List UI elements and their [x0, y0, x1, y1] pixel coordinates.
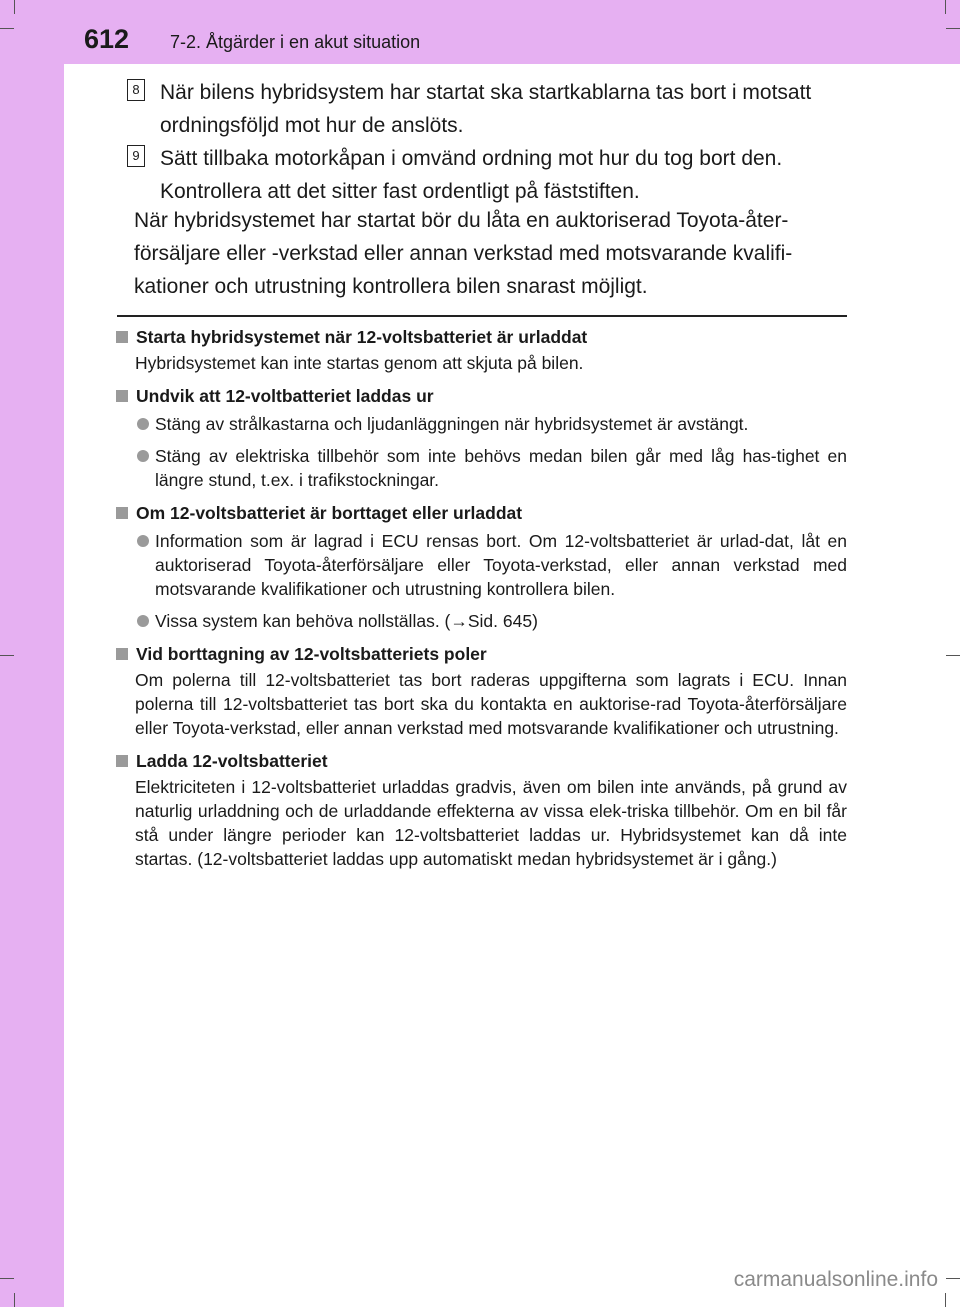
page-number: 612: [84, 24, 130, 54]
note-heading: [116, 384, 847, 408]
crop-mark: [946, 1278, 960, 1279]
note-block: [116, 384, 847, 492]
circle-bullet-icon: [137, 450, 149, 462]
note-body: Hybridsystemet kan inte startas genom att skjuta på bilen.: [135, 353, 584, 373]
crop-mark: [946, 655, 960, 656]
note-body: Elektriciteten i 12-voltsbatteriet urladdas gradvis, även om bilen inte används, på grund av naturlig urladdning och de urladdande effekterna av vissa elek-triska tillbehör. Om en bil får stå under längre perioder kan 12-voltsbatteriet laddas ur. Hybridsystemet kan då inte startas. (12-voltsbatteriet laddas upp automatiskt medan hybridsystemet är i gång.): [135, 777, 847, 869]
note-heading: [116, 749, 847, 773]
note-block: [116, 642, 847, 740]
bullet-item: [116, 412, 847, 436]
square-bullet-icon: [116, 648, 128, 660]
note-heading-text: Vid borttagning av 12-voltsbatteriets poler: [136, 644, 487, 664]
square-bullet-icon: [116, 755, 128, 767]
note-heading-text: Om 12-voltsbatteriet är borttaget eller urladdat: [136, 503, 523, 523]
bullet-item: [116, 609, 847, 633]
main-paragraph: När hybridsystemet har startat bör du låta en auktoriserad Toyota-åter-försäljare eller -verkstad eller annan verkstad med motsvarande kvalifi-kationer och utrustning kontrollera bilen snarast möjligt.: [134, 209, 793, 298]
note-heading-text: Ladda 12-voltsbatteriet: [136, 751, 328, 771]
bullet-item: [116, 529, 847, 601]
crop-mark: [0, 655, 14, 656]
crop-mark: [0, 1278, 14, 1279]
notes-section: [116, 325, 847, 880]
step-text: Sätt tillbaka motorkåpan i omvänd ordning mot hur du tog bort den. Kontrollera att det sitter fast ordentligt på fäststiften.: [160, 147, 783, 203]
note-heading: [116, 642, 847, 666]
square-bullet-icon: [116, 507, 128, 519]
step-number-badge: 8: [127, 79, 145, 101]
crop-mark: [14, 0, 15, 14]
note-heading: [116, 501, 847, 525]
note-block: [116, 325, 847, 375]
crop-mark: [14, 1293, 15, 1307]
bullet-text: Information som är lagrad i ECU rensas bort. Om 12-voltsbatteriet är urlad-dat, låt en auktoriserad Toyota-återförsäljare eller Toyota-verkstad, eller annan verkstad med motsvarande kvalifikationer och utrustning kontrollera bilen.: [155, 531, 847, 599]
note-body: Om polerna till 12-voltsbatteriet tas bort raderas uppgifterna som lagrats i ECU. Innan polerna till 12-voltsbatteriet tas bort ska du kontakta en auktorise-rad Toyota-återförsäljare eller Toyota-verkstad, eller annan verkstad med motsvarande kvalifikationer och utrustning.: [135, 670, 847, 738]
section-divider: [117, 315, 847, 317]
square-bullet-icon: [116, 331, 128, 343]
circle-bullet-icon: [137, 535, 149, 547]
crop-mark: [945, 1293, 946, 1307]
bullet-text: Vissa system kan behöva nollställas. (→Sid. 645): [155, 611, 538, 631]
square-bullet-icon: [116, 390, 128, 402]
watermark-text: carmanualsonline.info: [733, 1268, 938, 1291]
bullet-text: Stäng av strålkastarna och ljudanläggningen när hybridsystemet är avstängt.: [155, 414, 749, 434]
crop-mark: [0, 28, 14, 29]
note-heading-text: Starta hybridsystemet när 12-voltsbatteriet är urladdat: [136, 327, 588, 347]
crop-mark: [946, 28, 960, 29]
bullet-item: [116, 444, 847, 492]
note-block: [116, 749, 847, 871]
side-color-band: [0, 0, 64, 1307]
step-number-badge: 9: [127, 145, 145, 167]
note-block: [116, 501, 847, 633]
section-title: 7-2. Åtgärder i en akut situation: [170, 32, 421, 52]
note-heading-text: Undvik att 12-voltbatteriet laddas ur: [136, 386, 434, 406]
crop-mark: [945, 0, 946, 14]
step-text: När bilens hybridsystem har startat ska startkablarna tas bort i motsatt ordningsföljd mot hur de anslöts.: [160, 81, 812, 137]
circle-bullet-icon: [137, 418, 149, 430]
circle-bullet-icon: [137, 615, 149, 627]
note-heading: [116, 325, 847, 349]
step-8: [127, 76, 847, 142]
step-9: [127, 142, 847, 208]
bullet-text: Stäng av elektriska tillbehör som inte behövs medan bilen går med låg has-tighet en längre stund, t.ex. i trafikstockningar.: [155, 446, 847, 490]
